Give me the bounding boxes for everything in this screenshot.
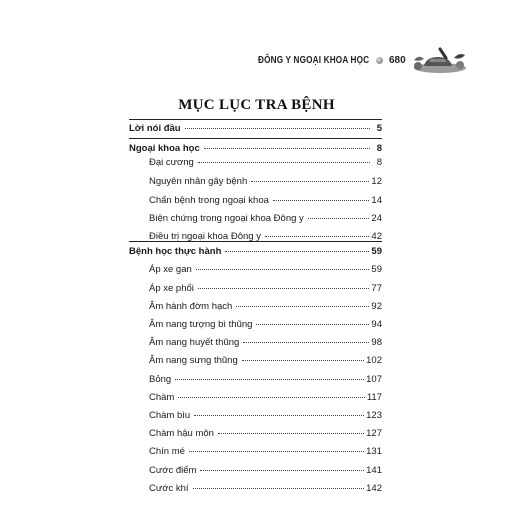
toc-title: MỤC LỤC TRA BỆNH bbox=[178, 97, 335, 113]
entry-label: Bệnh học thực hành bbox=[129, 246, 222, 257]
toc-entry bbox=[149, 483, 382, 495]
entry-label: Ngoại khoa học bbox=[129, 143, 200, 154]
dot-leader bbox=[273, 200, 370, 201]
toc-entry bbox=[149, 195, 382, 207]
toc-entry bbox=[149, 176, 382, 188]
dot-leader bbox=[242, 360, 364, 361]
toc-rule bbox=[129, 138, 382, 139]
toc-rule bbox=[129, 119, 382, 120]
entry-page: 141 bbox=[366, 465, 382, 476]
entry-page: 102 bbox=[366, 355, 382, 366]
herb-mortar-icon bbox=[410, 46, 468, 74]
toc-entry bbox=[149, 337, 382, 349]
dot-leader bbox=[189, 451, 364, 452]
toc-entry bbox=[129, 246, 382, 258]
entry-page: 24 bbox=[371, 213, 382, 224]
entry-label: Âm nang huyết thũng bbox=[149, 337, 240, 348]
entry-label: Âm hành đờm hạch bbox=[149, 301, 233, 312]
entry-page: 117 bbox=[366, 392, 382, 403]
dot-leader bbox=[256, 324, 369, 325]
entry-label: Âm nang tượng bì thũng bbox=[149, 319, 253, 330]
dot-leader bbox=[196, 269, 370, 270]
page-number: 680 bbox=[389, 54, 406, 66]
entry-label: Chàm bbox=[149, 392, 175, 403]
dot-leader bbox=[198, 162, 370, 163]
dot-leader bbox=[198, 288, 370, 289]
dot-leader bbox=[200, 470, 364, 471]
entry-label: Cước điểm bbox=[149, 465, 197, 476]
toc-entry bbox=[149, 319, 382, 331]
book-title: ĐÔNG Y NGOẠI KHOA HỌC bbox=[258, 54, 370, 66]
entry-label: Chín mé bbox=[149, 446, 185, 457]
toc-entry bbox=[149, 355, 382, 367]
entry-page: 14 bbox=[371, 195, 382, 206]
entry-page: 5 bbox=[376, 123, 382, 134]
toc-rule bbox=[129, 241, 382, 242]
entry-label: Chàm hậu môn bbox=[149, 428, 214, 439]
entry-label: Điều trị ngoại khoa Đông y bbox=[149, 231, 261, 242]
entry-page: 98 bbox=[371, 337, 382, 348]
dot-leader bbox=[175, 379, 364, 380]
entry-label: Chàm bìu bbox=[149, 410, 191, 421]
dot-leader bbox=[185, 128, 370, 129]
dot-leader bbox=[218, 433, 364, 434]
dot-leader bbox=[193, 488, 365, 489]
toc-entry bbox=[149, 465, 382, 477]
dot-leader bbox=[194, 415, 364, 416]
entry-page: 59 bbox=[371, 246, 382, 257]
entry-page: 8 bbox=[376, 143, 382, 154]
entry-page: 77 bbox=[371, 283, 382, 294]
entry-label: Đại cương bbox=[149, 157, 194, 168]
dot-leader bbox=[251, 181, 369, 182]
entry-page: 8 bbox=[376, 157, 382, 168]
dot-leader bbox=[308, 218, 370, 219]
toc-entry bbox=[149, 374, 382, 386]
entry-page: 107 bbox=[366, 374, 382, 385]
toc-entry bbox=[149, 410, 382, 422]
entry-label: Nguyên nhân gây bệnh bbox=[149, 176, 248, 187]
entry-page: 94 bbox=[371, 319, 382, 330]
dot-leader bbox=[225, 251, 369, 252]
entry-label: Chẩn bệnh trong ngoại khoa bbox=[149, 195, 269, 206]
toc-entry bbox=[129, 143, 382, 155]
toc-entry bbox=[149, 446, 382, 458]
toc-entry bbox=[149, 213, 382, 225]
toc-entry bbox=[149, 428, 382, 440]
entry-label: Biện chứng trong ngoại khoa Đông y bbox=[149, 213, 304, 224]
toc-entry bbox=[149, 157, 382, 169]
entry-label: Áp xe gan bbox=[149, 264, 192, 275]
dot-leader bbox=[236, 306, 369, 307]
dot-leader bbox=[204, 148, 370, 149]
dot-leader bbox=[265, 236, 369, 237]
entry-page: 127 bbox=[366, 428, 382, 439]
entry-label: Áp xe phổi bbox=[149, 283, 194, 294]
dot-leader bbox=[243, 342, 369, 343]
entry-page: 92 bbox=[371, 301, 382, 312]
toc-entry bbox=[149, 283, 382, 295]
toc-entry bbox=[149, 301, 382, 313]
entry-label: Bỏng bbox=[149, 374, 172, 385]
toc-entry bbox=[149, 392, 382, 404]
running-header bbox=[258, 46, 468, 74]
entry-page: 123 bbox=[366, 410, 382, 421]
toc-entry bbox=[129, 123, 382, 135]
entry-page: 12 bbox=[371, 176, 382, 187]
bullet-icon bbox=[376, 57, 383, 64]
entry-label: Âm nang sưng thũng bbox=[149, 355, 238, 366]
entry-page: 59 bbox=[371, 264, 382, 275]
entry-page: 142 bbox=[366, 483, 382, 494]
entry-label: Cước khí bbox=[149, 483, 189, 494]
toc-entry bbox=[149, 264, 382, 276]
entry-page: 42 bbox=[371, 231, 382, 242]
entry-page: 131 bbox=[366, 446, 382, 457]
entry-label: Lời nói đầu bbox=[129, 123, 181, 134]
dot-leader bbox=[178, 397, 365, 398]
